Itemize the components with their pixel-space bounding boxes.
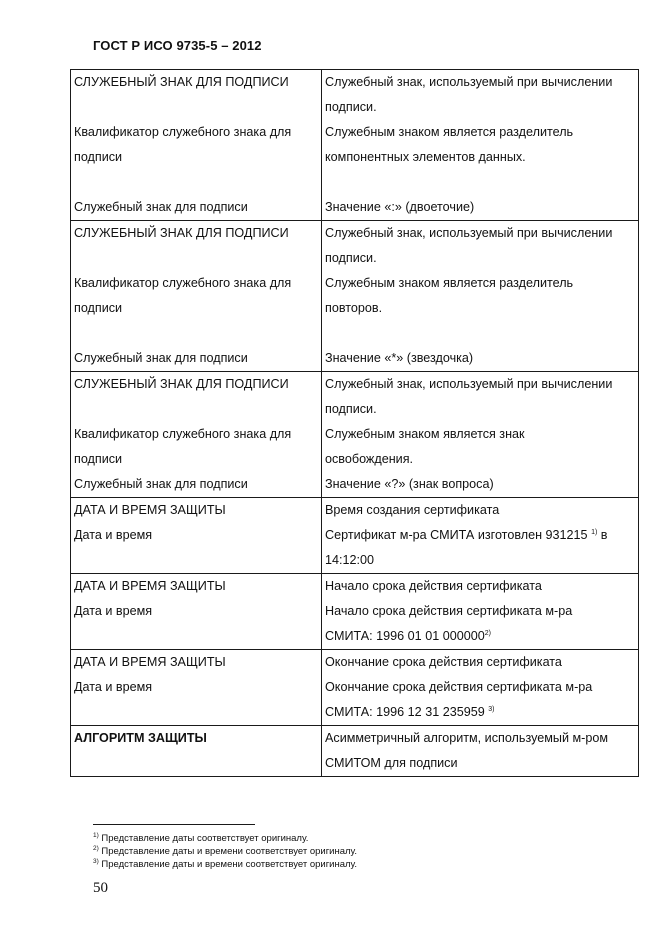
footnote-mark: 3) (93, 857, 99, 865)
table-row (71, 221, 639, 372)
definitions-table (70, 69, 639, 777)
qualifier-text: Квалификатор служебного знака для (74, 125, 292, 139)
definition-cell (322, 221, 639, 372)
note-text: Служебным знаком является знак (325, 427, 525, 441)
table-row (71, 372, 639, 498)
note-text: Служебным знаком является разделитель (325, 125, 574, 139)
time-text: 14:12:00 (325, 553, 375, 567)
note-text: Служебным знаком является разделитель (325, 276, 574, 290)
definition-cell (322, 70, 639, 221)
footnote-mark: 2) (93, 844, 99, 852)
definition-cell (322, 574, 639, 650)
term-title: СЛУЖЕБНЫЙ ЗНАК ДЛЯ ПОДПИСИ (74, 75, 289, 89)
footnote (93, 858, 357, 871)
qualifier-text: Квалификатор служебного знака для (74, 276, 292, 290)
footnote-ref: 1) (591, 528, 598, 536)
definition-cell (322, 498, 639, 574)
certificate-text: Сертификат м-ра СМИТА изготовлен 931215 $^{1)}$ в (325, 528, 608, 542)
footnote-ref: 3) (488, 705, 495, 713)
footnote-text: Представление даты и времени соответствует оригиналу. (101, 859, 357, 870)
definition-text: Асимметричный алгоритм, используемый м-ром (325, 731, 609, 745)
table-row (71, 498, 639, 574)
value-text: Значение «?» (знак вопроса) (325, 477, 494, 491)
item-text: Дата и время (74, 528, 153, 542)
definition-text: Служебный знак, используемый при вычислении (325, 377, 613, 391)
term-cell (71, 372, 322, 498)
footnote-text: Представление даты соответствует оригиналу. (101, 833, 309, 844)
definition-text: Окончание срока действия сертификата (325, 655, 562, 669)
definition-text: Время создания сертификата (325, 503, 500, 517)
table-row (71, 650, 639, 726)
table-row (71, 574, 639, 650)
footnote (93, 845, 357, 858)
date-text: СМИТА: 1996 01 01 000000$^{2)}$ (325, 629, 491, 643)
term-title: ДАТА И ВРЕМЯ ЗАЩИТЫ (74, 655, 226, 669)
item-text: Дата и время (74, 604, 153, 618)
note-text-cont: повторов. (325, 301, 383, 315)
value-text: Значение «:» (двоеточие) (325, 200, 475, 214)
definition-cell (322, 726, 639, 777)
definition-text-cont: СМИТОМ для подписи (325, 756, 458, 770)
footnote-mark: 1) (93, 831, 99, 839)
term-cell (71, 221, 322, 372)
term-cell (71, 650, 322, 726)
footnote-divider (93, 824, 255, 825)
certificate-text: Окончание срока действия сертификата м-ра (325, 680, 593, 694)
item-text: Служебный знак для подписи (74, 477, 248, 491)
definition-text: Начало срока действия сертификата (325, 579, 542, 593)
item-text: Служебный знак для подписи (74, 200, 248, 214)
footnotes (93, 832, 357, 871)
certificate-text: Начало срока действия сертификата м-ра (325, 604, 573, 618)
note-text-cont: компонентных элементов данных. (325, 150, 526, 164)
term-cell (71, 70, 322, 221)
document-header: ГОСТ Р ИСО 9735-5 – 2012 (93, 38, 262, 53)
table-row (71, 726, 639, 777)
term-title: ДАТА И ВРЕМЯ ЗАЩИТЫ (74, 503, 226, 517)
term-title: СЛУЖЕБНЫЙ ЗНАК ДЛЯ ПОДПИСИ (74, 226, 289, 240)
definition-text-cont: подписи. (325, 402, 377, 416)
definition-text: Служебный знак, используемый при вычислении (325, 75, 613, 89)
date-text: СМИТА: 1996 12 31 235959 $^{3)}$ (325, 705, 495, 719)
definition-text-cont: подписи. (325, 251, 377, 265)
item-text: Служебный знак для подписи (74, 351, 248, 365)
qualifier-text-cont: подписи (74, 150, 123, 164)
qualifier-text: Квалификатор служебного знака для (74, 427, 292, 441)
qualifier-text-cont: подписи (74, 301, 123, 315)
footnote-ref: 2) (484, 629, 491, 637)
definition-cell (322, 372, 639, 498)
term-cell (71, 726, 322, 777)
definition-cell (322, 650, 639, 726)
item-text: Дата и время (74, 680, 153, 694)
page-number: 50 (93, 880, 108, 896)
footnote (93, 832, 357, 845)
table-row (71, 70, 639, 221)
qualifier-text-cont: подписи (74, 452, 123, 466)
term-title: СЛУЖЕБНЫЙ ЗНАК ДЛЯ ПОДПИСИ (74, 377, 289, 391)
value-text: Значение «*» (звездочка) (325, 351, 474, 365)
definition-text: Служебный знак, используемый при вычислении (325, 226, 613, 240)
term-title: ДАТА И ВРЕМЯ ЗАЩИТЫ (74, 579, 226, 593)
term-cell (71, 574, 322, 650)
term-title: АЛГОРИТМ ЗАЩИТЫ (74, 731, 207, 745)
note-text-cont: освобождения. (325, 452, 414, 466)
footnote-text: Представление даты и времени соответствует оригиналу. (101, 846, 357, 857)
term-cell (71, 498, 322, 574)
definition-text-cont: подписи. (325, 100, 377, 114)
